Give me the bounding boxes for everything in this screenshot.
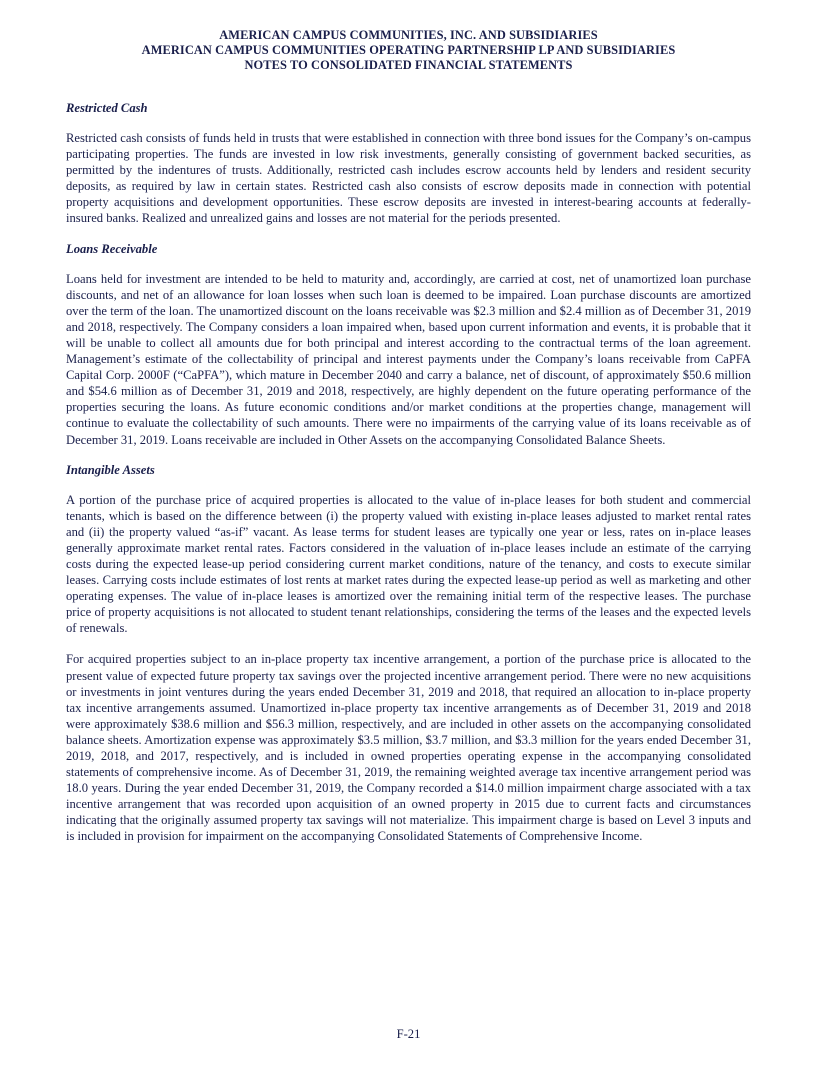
section-title-loans-receivable: Loans Receivable — [66, 241, 158, 256]
header-partnership-line: AMERICAN CAMPUS COMMUNITIES OPERATING PARTNERSHIP LP AND SUBSIDIARIES — [141, 43, 676, 57]
section-title-restricted-cash: Restricted Cash — [66, 101, 148, 115]
paragraph-restricted-cash: Restricted cash consists of funds held in trusts that were established in connection with three bond issues for the Company’s on-campus participating properties. The funds are invested in low risk investments, generally consisting of government backed securities, as permitted by the indentures of trusts. Additionally, restricted cash includes escrow accounts held by lenders and resident security deposits, as required by law in certain states. Restricted cash also consists of escrow deposits made in connection with potential property acquisitions and development opportunities. These escrow deposits are invested in interest-bearing accounts at federally-insured banks. Realized and unrealized gains and losses are not material for the periods presented. — [66, 131, 751, 226]
paragraph-intangible-assets-leases: A portion of the purchase price of acquired properties is allocated to the value of in-place leases for both student and commercial tenants, which is based on the difference between (i) the property valued with existing in-place leases adjusted to market rental rates and (ii) the property valued “as-if” vacant. As lease terms for student leases are typically one year or less, rates on in-place leases generally approximate market rental rates. Factors considered in the valuation of in-place leases include an estimate of the carrying costs during the expected lease-up period considering current market conditions, nature of the tenancy, and costs to execute similar leases. Carrying costs include estimates of lost rents at market rates during the expected lease-up period as well as marketing and other operating expenses. The value of in-place leases is amortized over the remaining initial term of the respective leases. The purchase price of property acquisitions is not allocated to student tenant relationships, considering the terms of the leases and the expected levels of renewals. — [66, 492, 751, 636]
page-number: F-21 — [396, 1027, 421, 1041]
section-title-intangible-assets: Intangible Assets — [66, 462, 155, 477]
paragraph-intangible-assets-tax-incentive: For acquired properties subject to an in-place property tax incentive arrangement, a portion of the purchase price is allocated to the present value of expected future property tax savings over the projected incentive arrangement period. There were no new acquisitions or investments in joint ventures during the years ended December 31, 2019 and 2018, that required an allocation to in-place property tax incentive arrangements assumed. Unamortized in-place property tax incentive arrangements as of December 31, 2019 and 2018 were approximately $38.6 million and $56.3 million, respectively, and are included in other assets on the accompanying consolidated balance sheets. Amortization expense was approximately $3.5 million, $3.7 million, and $3.3 million for the years ended December 31, 2019, 2018, and 2017, respectively, and is included in owned properties operating expense in the accompanying consolidated statements of comprehensive income. As of December 31, 2019, the remaining weighted average tax incentive arrangement period was 18.0 years. During the year ended December 31, 2019, the Company recorded a $14.0 million impairment charge associated with a tax incentive arrangement that was recorded upon acquisition of an owned property in 2015 due to current facts and circumstances indicating that the originally assumed property tax savings will not materialize. This impairment charge is based on Level 3 inputs and is included in provision for impairment on the accompanying Consolidated Statements of Comprehensive Income. — [66, 652, 751, 844]
document-page — [66, 28, 751, 845]
header-company-line: AMERICAN CAMPUS COMMUNITIES, INC. AND SUBSIDIARIES — [219, 28, 598, 42]
header-notes-line: NOTES TO CONSOLIDATED FINANCIAL STATEMENTS — [244, 58, 573, 72]
document-header — [66, 28, 751, 73]
paragraph-loans-receivable: Loans held for investment are intended to be held to maturity and, accordingly, are carried at cost, net of unamortized loan purchase discounts, and net of an allowance for loan losses when such loan is deemed to be impaired. Loan purchase discounts are amortized over the term of the loan. The unamortized discount on the loans receivable was $2.3 million and $2.4 million as of December 31, 2019 and 2018, respectively. The Company considers a loan impaired when, based upon current information and events, it is probable that it will be unable to collect all amounts due for both principal and interest according to the contractual terms of the loan agreement. Management’s estimate of the collectability of principal and interest payments under the Company’s loans receivable from CaPFA Capital Corp. 2000F (“CaPFA”), which mature in December 2040 and carry a balance, net of discount, of approximately $50.6 million and $54.6 million as of December 31, 2019 and 2018, respectively, are highly dependent on the future operating performance of the properties securing the loans. As future economic conditions and/or market conditions at the properties change, management will continue to evaluate the collectability of such amounts. There were no impairments of the carrying value of its loans receivable as of December 31, 2019. Loans receivable are included in Other Assets on the accompanying Consolidated Balance Sheets. — [66, 271, 751, 447]
